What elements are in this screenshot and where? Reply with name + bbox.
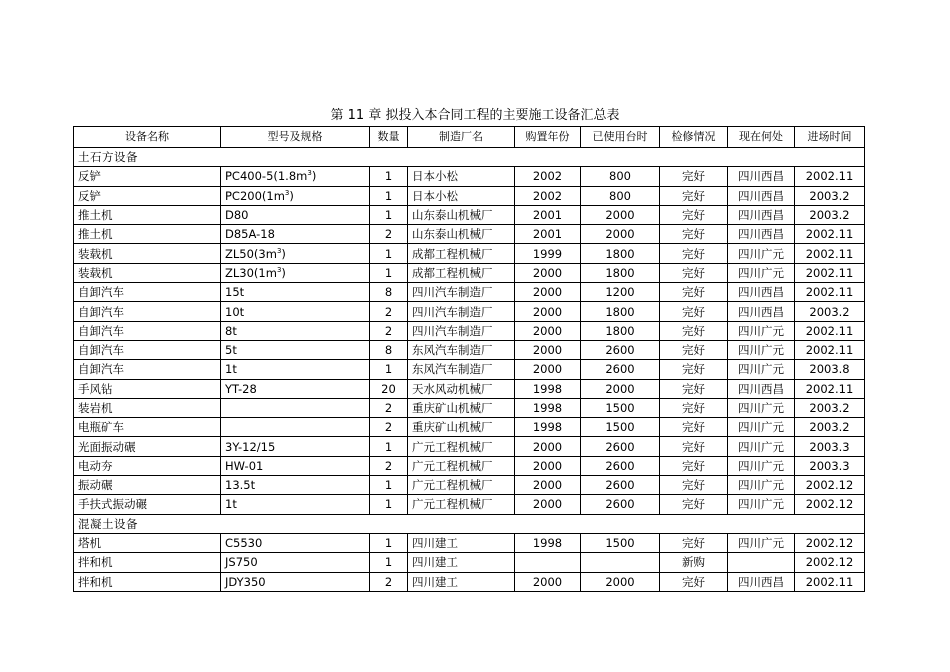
cell-entry: 2002.12 (795, 553, 865, 572)
cell-location: 四川广元 (728, 263, 795, 282)
cell-hours: 1800 (581, 321, 660, 340)
model-tail: ) (281, 246, 286, 261)
cell-repair: 完好 (660, 418, 728, 437)
cell-year: 2001 (515, 205, 581, 224)
table-row (74, 225, 865, 244)
cell-qty: 20 (370, 379, 408, 398)
cell-location: 四川西昌 (728, 302, 795, 321)
cell-name: 电瓶矿车 (74, 418, 221, 437)
cell-hours: 2000 (581, 205, 660, 224)
cell-maker: 重庆矿山机械厂 (408, 418, 515, 437)
cell-maker: 成都工程机械厂 (408, 263, 515, 282)
cell-model: 10t (221, 302, 370, 321)
cell-year: 1998 (515, 398, 581, 417)
cell-location: 四川广元 (728, 495, 795, 514)
cell-repair: 完好 (660, 533, 728, 552)
table-row (74, 360, 865, 379)
cell-name: 手风钻 (74, 379, 221, 398)
section-row (74, 514, 865, 533)
model-text: ZL50(3m (225, 246, 277, 261)
table-row (74, 379, 865, 398)
cell-location: 四川广元 (728, 456, 795, 475)
cell-maker: 日本小松 (408, 186, 515, 205)
cell-hours: 1800 (581, 263, 660, 282)
cell-maker: 四川汽车制造厂 (408, 321, 515, 340)
cell-repair: 完好 (660, 205, 728, 224)
cell-repair: 完好 (660, 437, 728, 456)
cell-qty: 1 (370, 244, 408, 263)
cell-entry: 2002.12 (795, 476, 865, 495)
cell-hours: 1500 (581, 533, 660, 552)
cell-location: 四川西昌 (728, 379, 795, 398)
cell-entry: 2002.11 (795, 379, 865, 398)
table-row (74, 302, 865, 321)
cell-location: 四川西昌 (728, 167, 795, 186)
cell-repair: 完好 (660, 186, 728, 205)
cell-name: 自卸汽车 (74, 321, 221, 340)
cell-location (728, 553, 795, 572)
cell-name: 塔机 (74, 533, 221, 552)
cell-repair: 完好 (660, 379, 728, 398)
page-title: 第 11 章 拟投入本合同工程的主要施工设备汇总表 (330, 108, 620, 123)
cell-hours: 1800 (581, 244, 660, 263)
cell-model: D80 (221, 205, 370, 224)
cell-name: 手扶式振动碾 (74, 495, 221, 514)
cell-repair: 完好 (660, 225, 728, 244)
table-row (74, 340, 865, 359)
cell-maker: 广元工程机械厂 (408, 437, 515, 456)
cell-model (221, 244, 370, 263)
cell-qty: 1 (370, 437, 408, 456)
cell-location: 四川西昌 (728, 205, 795, 224)
cell-entry: 2003.2 (795, 205, 865, 224)
cell-repair: 新购 (660, 553, 728, 572)
cell-maker: 成都工程机械厂 (408, 244, 515, 263)
cell-repair: 完好 (660, 456, 728, 475)
table-row (74, 437, 865, 456)
cell-maker: 重庆矿山机械厂 (408, 398, 515, 417)
table-row (74, 263, 865, 282)
cell-year: 2000 (515, 572, 581, 591)
cell-entry: 2002.11 (795, 244, 865, 263)
cell-entry: 2003.2 (795, 302, 865, 321)
equipment-table (73, 126, 865, 592)
cell-repair: 完好 (660, 263, 728, 282)
cell-qty: 1 (370, 476, 408, 495)
cell-entry: 2003.2 (795, 398, 865, 417)
cell-repair: 完好 (660, 283, 728, 302)
cell-qty: 2 (370, 302, 408, 321)
cell-repair: 完好 (660, 340, 728, 359)
cell-entry: 2003.2 (795, 418, 865, 437)
cell-hours: 2000 (581, 225, 660, 244)
cell-model: C5530 (221, 533, 370, 552)
cell-model: 1t (221, 495, 370, 514)
table-row (74, 572, 865, 591)
cell-model: JDY350 (221, 572, 370, 591)
cell-repair: 完好 (660, 572, 728, 591)
section-label: 土石方设备 (74, 148, 865, 167)
cell-entry: 2002.12 (795, 533, 865, 552)
model-tail: ) (311, 169, 317, 184)
table-row (74, 321, 865, 340)
cell-year: 2000 (515, 263, 581, 282)
cell-entry: 2002.11 (795, 167, 865, 186)
section-label: 混凝土设备 (74, 514, 865, 533)
cell-maker: 四川汽车制造厂 (408, 302, 515, 321)
cell-entry: 2002.11 (795, 263, 865, 282)
cell-location: 四川广元 (728, 418, 795, 437)
cell-location: 四川广元 (728, 321, 795, 340)
cell-year: 2000 (515, 302, 581, 321)
cell-name: 推土机 (74, 205, 221, 224)
cell-hours: 1200 (581, 283, 660, 302)
cell-location: 四川广元 (728, 437, 795, 456)
cell-maker: 东风汽车制造厂 (408, 360, 515, 379)
table-row (74, 476, 865, 495)
cell-qty: 2 (370, 418, 408, 437)
cell-entry: 2003.3 (795, 456, 865, 475)
cell-qty: 1 (370, 263, 408, 282)
cell-qty: 2 (370, 225, 408, 244)
table-row (74, 533, 865, 552)
header-location: 现在何处 (728, 127, 795, 148)
cell-name: 装载机 (74, 263, 221, 282)
cell-repair: 完好 (660, 398, 728, 417)
cell-name: 推土机 (74, 225, 221, 244)
cell-entry: 2003.3 (795, 437, 865, 456)
table-row (74, 205, 865, 224)
cell-year: 2000 (515, 360, 581, 379)
cell-hours: 2600 (581, 456, 660, 475)
cell-location: 四川西昌 (728, 283, 795, 302)
cell-maker: 四川建工 (408, 572, 515, 591)
cell-maker: 东风汽车制造厂 (408, 340, 515, 359)
cell-model: YT-28 (221, 379, 370, 398)
cell-repair: 完好 (660, 302, 728, 321)
cell-year (515, 553, 581, 572)
cell-entry: 2003.2 (795, 186, 865, 205)
cell-hours: 800 (581, 167, 660, 186)
cell-maker: 广元工程机械厂 (408, 495, 515, 514)
model-text: PC400-5(1.8m (225, 169, 308, 184)
cell-name: 电动夯 (74, 456, 221, 475)
cell-repair: 完好 (660, 244, 728, 263)
cell-hours: 2000 (581, 379, 660, 398)
cell-model: JS750 (221, 553, 370, 572)
cell-maker: 广元工程机械厂 (408, 456, 515, 475)
cell-hours: 1500 (581, 398, 660, 417)
cell-location: 四川广元 (728, 533, 795, 552)
header-year: 购置年份 (515, 127, 581, 148)
cell-maker: 广元工程机械厂 (408, 476, 515, 495)
table-row (74, 244, 865, 263)
cell-name: 光面振动碾 (74, 437, 221, 456)
table-row (74, 553, 865, 572)
model-superscript: 3 (276, 266, 282, 275)
header-maker: 制造厂名 (408, 127, 515, 148)
cell-hours: 2000 (581, 572, 660, 591)
cell-name: 拌和机 (74, 553, 221, 572)
header-entry: 进场时间 (795, 127, 865, 148)
cell-model: 13.5t (221, 476, 370, 495)
section-row (74, 148, 865, 167)
cell-model (221, 418, 370, 437)
cell-maker: 四川汽车制造厂 (408, 283, 515, 302)
cell-repair: 完好 (660, 495, 728, 514)
cell-name: 拌和机 (74, 572, 221, 591)
cell-year: 1999 (515, 244, 581, 263)
cell-year: 2000 (515, 340, 581, 359)
cell-year: 2000 (515, 495, 581, 514)
cell-location: 四川西昌 (728, 225, 795, 244)
model-tail: ) (281, 265, 286, 280)
cell-name: 自卸汽车 (74, 360, 221, 379)
cell-entry: 2002.11 (795, 225, 865, 244)
cell-name: 自卸汽车 (74, 302, 221, 321)
cell-qty: 8 (370, 340, 408, 359)
cell-hours: 2600 (581, 360, 660, 379)
cell-qty: 1 (370, 533, 408, 552)
cell-hours: 2600 (581, 437, 660, 456)
cell-qty: 1 (370, 167, 408, 186)
cell-name: 自卸汽车 (74, 283, 221, 302)
table-row (74, 167, 865, 186)
cell-model: 3Y-12/15 (221, 437, 370, 456)
cell-maker: 山东泰山机械厂 (408, 205, 515, 224)
cell-model: 1t (221, 360, 370, 379)
cell-model: 8t (221, 321, 370, 340)
cell-hours (581, 553, 660, 572)
cell-qty: 2 (370, 398, 408, 417)
cell-model (221, 186, 370, 205)
cell-hours: 1500 (581, 418, 660, 437)
cell-qty: 2 (370, 456, 408, 475)
cell-name: 装载机 (74, 244, 221, 263)
cell-model (221, 398, 370, 417)
cell-year: 2002 (515, 167, 581, 186)
cell-year: 1998 (515, 533, 581, 552)
cell-name: 反铲 (74, 186, 221, 205)
cell-year: 2001 (515, 225, 581, 244)
cell-year: 2000 (515, 283, 581, 302)
cell-model (221, 167, 370, 186)
header-qty: 数量 (370, 127, 408, 148)
cell-hours: 800 (581, 186, 660, 205)
cell-name: 自卸汽车 (74, 340, 221, 359)
cell-maker: 四川建工 (408, 553, 515, 572)
cell-hours: 1800 (581, 302, 660, 321)
cell-hours: 2600 (581, 340, 660, 359)
cell-year: 2000 (515, 476, 581, 495)
cell-entry: 2002.11 (795, 340, 865, 359)
cell-qty: 8 (370, 283, 408, 302)
table-row (74, 456, 865, 475)
header-model: 型号及规格 (221, 127, 370, 148)
cell-model: HW-01 (221, 456, 370, 475)
table-row (74, 495, 865, 514)
header-repair: 检修情况 (660, 127, 728, 148)
cell-hours: 2600 (581, 495, 660, 514)
header-name: 设备名称 (74, 127, 221, 148)
cell-year: 1998 (515, 418, 581, 437)
cell-location: 四川广元 (728, 476, 795, 495)
cell-name: 反铲 (74, 167, 221, 186)
cell-repair: 完好 (660, 321, 728, 340)
model-text: PC200(1m (225, 188, 285, 203)
cell-qty: 1 (370, 186, 408, 205)
cell-year: 2000 (515, 437, 581, 456)
cell-entry: 2003.8 (795, 360, 865, 379)
cell-repair: 完好 (660, 360, 728, 379)
cell-model: D85A-18 (221, 225, 370, 244)
model-superscript: 3 (307, 169, 312, 178)
cell-entry: 2002.11 (795, 283, 865, 302)
header-hours: 已使用台时 (581, 127, 660, 148)
model-tail: ) (289, 188, 294, 203)
cell-year: 2000 (515, 456, 581, 475)
cell-location: 四川西昌 (728, 186, 795, 205)
table-row (74, 418, 865, 437)
cell-location: 四川西昌 (728, 572, 795, 591)
cell-hours: 2600 (581, 476, 660, 495)
cell-entry: 2002.11 (795, 321, 865, 340)
cell-qty: 2 (370, 321, 408, 340)
table-row (74, 186, 865, 205)
cell-qty: 1 (370, 495, 408, 514)
table-row (74, 398, 865, 417)
cell-maker: 天水风动机械厂 (408, 379, 515, 398)
cell-qty: 1 (370, 360, 408, 379)
cell-repair: 完好 (660, 476, 728, 495)
cell-name: 装岩机 (74, 398, 221, 417)
cell-year: 2000 (515, 321, 581, 340)
cell-qty: 2 (370, 572, 408, 591)
model-superscript: 3 (276, 246, 282, 255)
cell-model: 15t (221, 283, 370, 302)
cell-qty: 1 (370, 205, 408, 224)
cell-qty: 1 (370, 553, 408, 572)
header-row (74, 127, 865, 148)
model-superscript: 3 (284, 188, 290, 197)
cell-location: 四川广元 (728, 360, 795, 379)
cell-model: 5t (221, 340, 370, 359)
cell-location: 四川广元 (728, 244, 795, 263)
cell-entry: 2002.12 (795, 495, 865, 514)
table-row (74, 283, 865, 302)
cell-maker: 日本小松 (408, 167, 515, 186)
cell-entry: 2002.11 (795, 572, 865, 591)
cell-location: 四川广元 (728, 340, 795, 359)
cell-location: 四川广元 (728, 398, 795, 417)
cell-year: 2002 (515, 186, 581, 205)
cell-maker: 四川建工 (408, 533, 515, 552)
cell-repair: 完好 (660, 167, 728, 186)
cell-model (221, 263, 370, 282)
cell-year: 1998 (515, 379, 581, 398)
cell-maker: 山东泰山机械厂 (408, 225, 515, 244)
model-text: ZL30(1m (225, 265, 277, 280)
cell-name: 振动碾 (74, 476, 221, 495)
